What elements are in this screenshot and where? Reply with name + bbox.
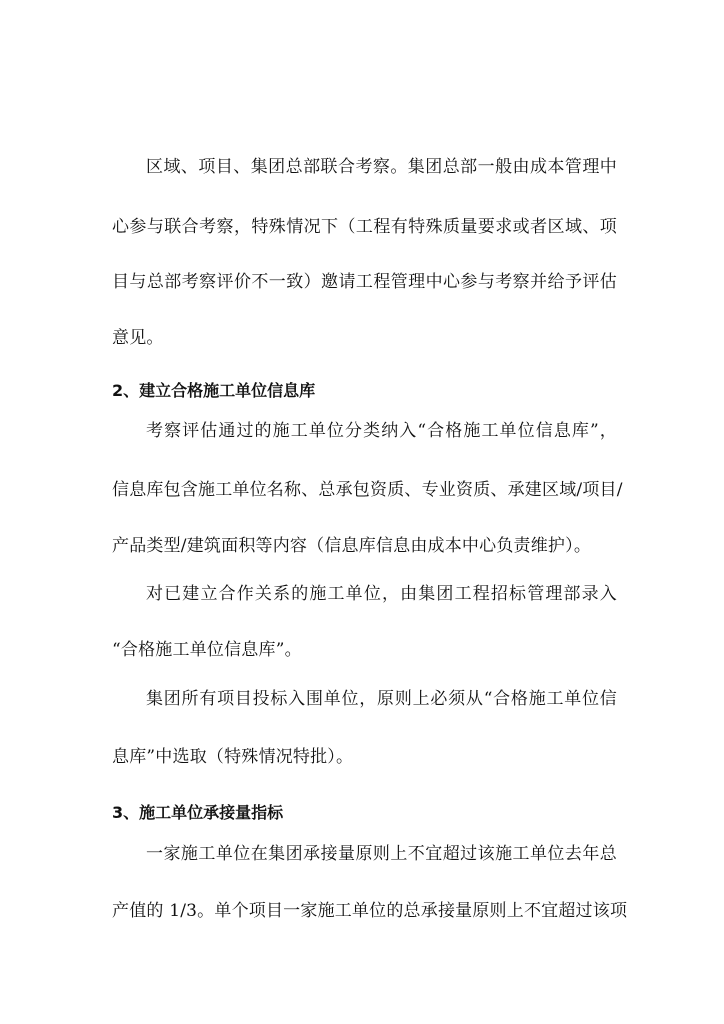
paragraph-text-line: 区域、项目、集团总部联合考察。集团总部一般由成本管理中 xyxy=(146,157,617,177)
paragraph-text-line: 心参与联合考察，特殊情况下（工程有特殊质量要求或者区域、项 xyxy=(112,217,617,237)
section-heading: 2、建立合格施工单位信息库 xyxy=(112,381,316,400)
paragraph-text-line: 信息库包含施工单位名称、总承包资质、专业资质、承建区域/项目/ xyxy=(112,480,623,500)
paragraph-text-line: 意见。 xyxy=(112,328,164,348)
paragraph-text-line: 对已建立合作关系的施工单位，由集团工程招标管理部录入 xyxy=(146,584,617,604)
paragraph-text-line: 产品类型/建筑面积等内容（信息库信息由成本中心负责维护）。 xyxy=(112,536,592,556)
paragraph-text-line: “合格施工单位信息库”。 xyxy=(112,640,302,660)
paragraph-text-line: 集团所有项目投标入围单位，原则上必须从“合格施工单位信 xyxy=(146,689,617,709)
paragraph-text-line: 目与总部考察评价不一致）邀请工程管理中心参与考察并给予评估 xyxy=(112,272,617,292)
paragraph-text-line: 产值的 1/3。单个项目一家施工单位的总承接量原则上不宜超过该项 xyxy=(112,901,628,921)
paragraph-text-line: 考察评估通过的施工单位分类纳入“合格施工单位信息库”， xyxy=(146,421,617,441)
section-heading: 3、施工单位承接量指标 xyxy=(112,803,284,822)
paragraph-text-line: 一家施工单位在集团承接量原则上不宜超过该施工单位去年总 xyxy=(146,844,617,864)
paragraph-text-line: 息库”中选取（特殊情况特批）。 xyxy=(112,747,354,767)
